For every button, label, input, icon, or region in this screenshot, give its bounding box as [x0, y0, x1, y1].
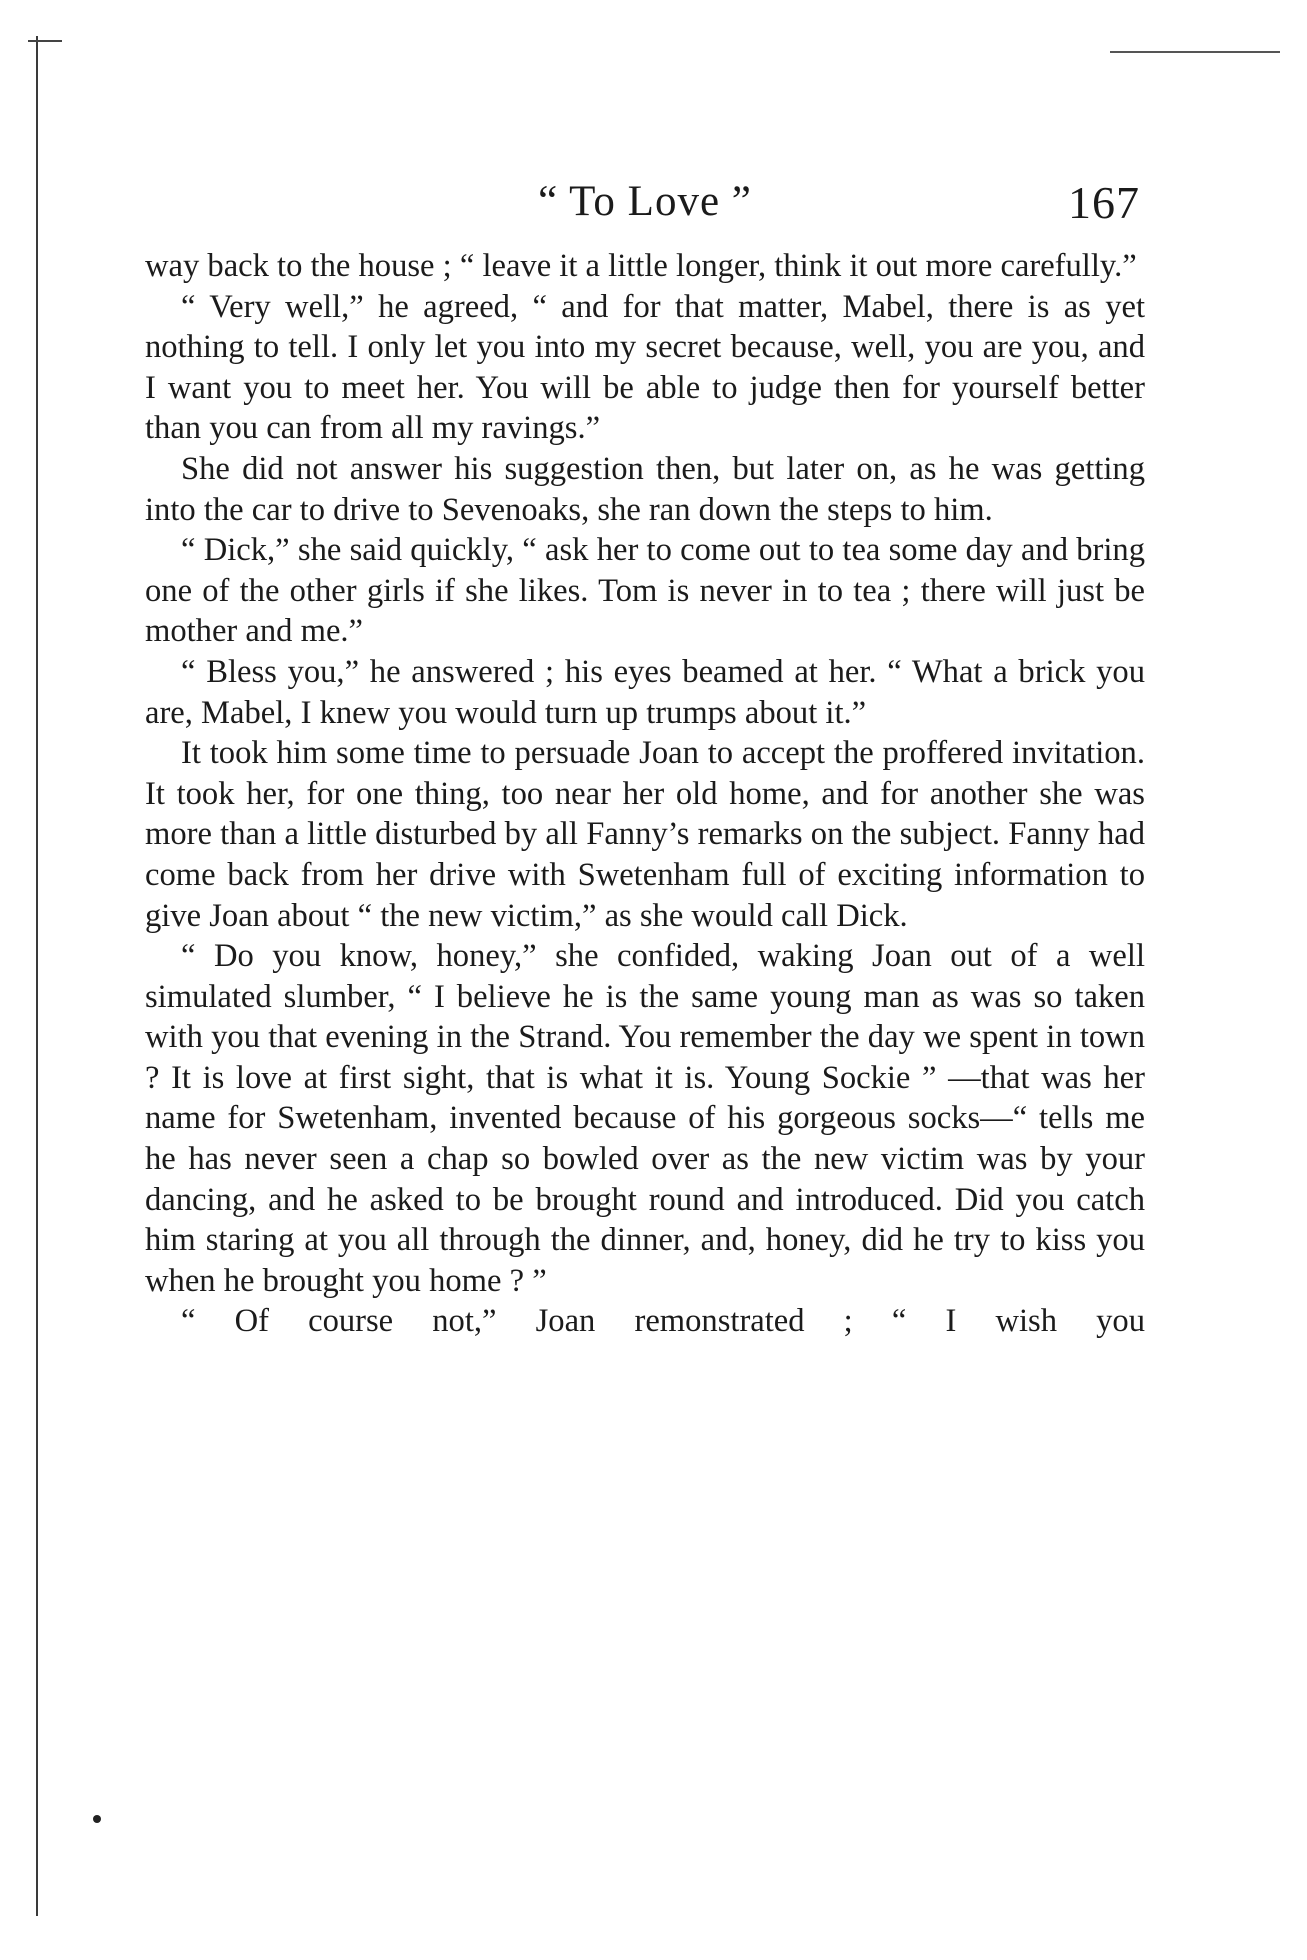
scan-edge-tick	[28, 40, 62, 42]
paragraph: “ Bless you,” he answered ; his eyes beamed at her. “ What a brick you are, Mabel, I knew you would turn up trumps about it.”	[145, 653, 1145, 731]
paragraph: way back to the house ; “ leave it a little longer, think it out more carefully.”	[145, 248, 1137, 284]
paragraph: It took him some time to persuade Joan to accept the proffered invitation. It took her, for one thing, too near her old home, and for another she was more than a little disturbed by all Fanny’s remarks on the subject. Fanny had come back from her drive with Swetenham full of exciting information to give Joan about “ the new victim,” as she would call Dick.	[145, 735, 1145, 934]
running-title: “ To Love ”	[538, 178, 752, 225]
body-text	[145, 246, 1145, 1342]
scan-top-rule	[1110, 51, 1280, 53]
book-page	[145, 172, 1145, 1342]
running-head	[145, 172, 1145, 246]
page-number: 167	[1068, 177, 1140, 228]
scan-speck	[93, 1815, 101, 1823]
scan-page-edge	[36, 36, 38, 1916]
paragraph: “ Very well,” he agreed, “ and for that matter, Mabel, there is as yet nothing to tell. I only let you into my secret because, well, you are you, and I want you to meet her. You will be able to judge then for yourself better than you can from all my ravings.”	[145, 288, 1145, 447]
paragraph: “ Of course not,” Joan remonstrated ; “ I wish you	[181, 1303, 1145, 1340]
paragraph: “ Dick,” she said quickly, “ ask her to come out to tea some day and bring one of the other girls if she likes. Tom is never in to tea ; there will just be mother and me.”	[145, 532, 1145, 650]
paragraph: “ Do you know, honey,” she confided, waking Joan out of a well simulated slumber, “ I believe he is the same young man as was so taken with you that evening in the Strand. You remember the day we spent in town ? It is love at first sight, that is what it is. Young Sockie ” —that was her name for Swetenham, invented because of his gorgeous socks—“ tells me he has never seen a chap so bowled over as the new victim was by your dancing, and he asked to be brought round and introduced. Did you catch him staring at you all through the dinner, and, honey, did he try to kiss you when he brought you home ? ”	[145, 938, 1145, 1299]
paragraph: She did not answer his suggestion then, but later on, as he was getting into the car to drive to Sevenoaks, she ran down the steps to him.	[145, 450, 1145, 528]
